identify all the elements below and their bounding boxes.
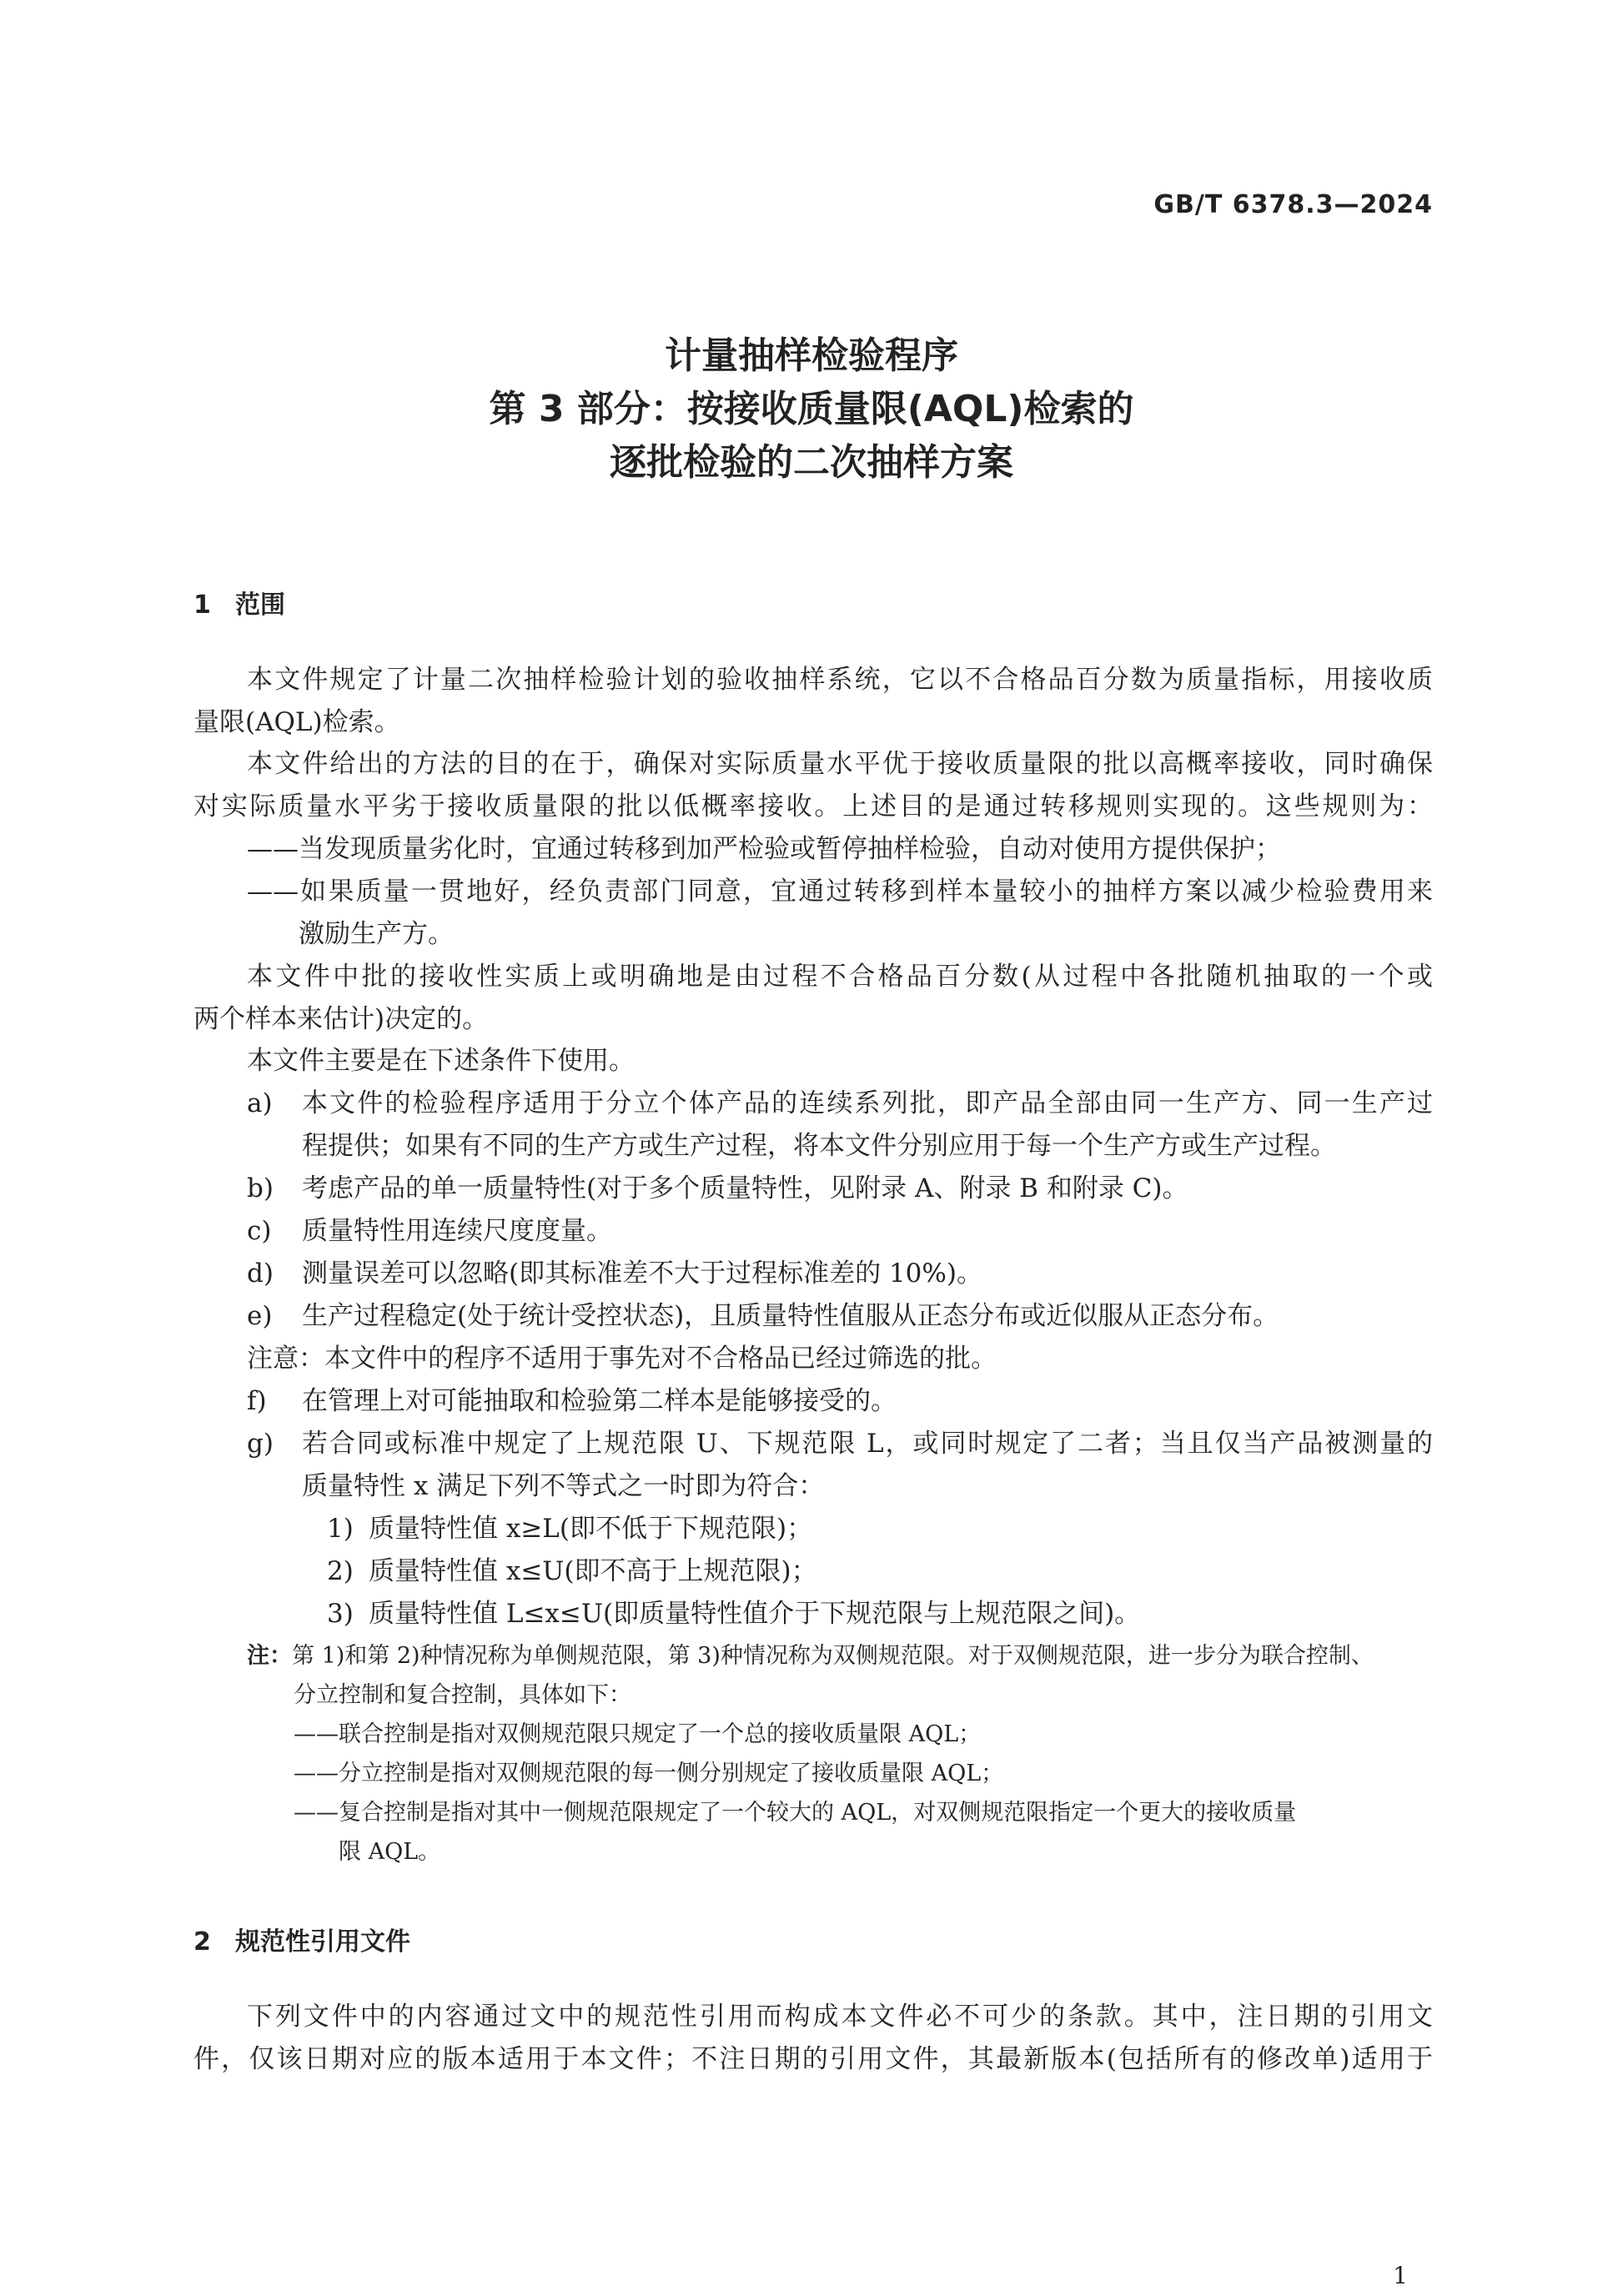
sublist-item-2: 质量特性值 x≤U(即不高于上规范限)；	[369, 1556, 817, 1586]
list-item-a-line-1: 本文件的检验程序适用于分立个体产品的连续系列批，即产品全部由同一生产方、同一生产过	[302, 1088, 1433, 1118]
sec1-dash-item-2-line-2: 激励生产方。	[299, 919, 454, 949]
title-line-3: 逐批检验的二次抽样方案	[610, 441, 1013, 484]
sec2-p1-line-2: 件，仅该日期对应的版本适用于本文件；不注日期的引用文件，其最新版本(包括所有的修改单)适用于	[193, 2044, 1433, 2074]
list-item-g-line-1: 若合同或标准中规定了上规范限 U、下规范限 L，或同时规定了二者；当且仅当产品被测量的	[302, 1429, 1433, 1459]
section-2-number: 2	[193, 1927, 211, 1957]
list-item-a-line-2: 程提供；如果有不同的生产方或生产过程，将本文件分别应用于每一个生产方或生产过程。	[302, 1131, 1336, 1161]
section-1-number: 1	[193, 590, 211, 620]
sec1-p4: 本文件主要是在下述条件下使用。	[247, 1046, 635, 1076]
note-dash-item-3-line-1: ——复合控制是指对其中一侧规范限规定了一个较大的 AQL，对双侧规范限指定一个更大的接收质量	[294, 1800, 1297, 1826]
sec1-p1-line-1: 本文件规定了计量二次抽样检验计划的验收抽样系统，它以不合格品百分数为质量指标，用接收质	[247, 665, 1433, 695]
standard-code: GB/T 6378.3—2024	[1153, 190, 1433, 219]
sec1-dash-item-2-line-1: ——如果质量一贯地好，经负责部门同意，宜通过转移到样本量较小的抽样方案以减少检验费用来	[247, 877, 1433, 907]
section-2-title: 规范性引用文件	[235, 1927, 410, 1957]
section-2-heading	[193, 1921, 410, 1957]
page-number: 1	[1393, 2262, 1408, 2289]
list-label-c: c)	[247, 1216, 272, 1246]
sec1-p3-line-2: 两个样本来估计)决定的。	[193, 1004, 489, 1034]
sec1-dash-item-1: ——当发现质量劣化时，宜通过转移到加严检验或暂停抽样检验，自动对使用方提供保护；	[247, 834, 1281, 864]
note-dash-item-3-line-2: 限 AQL。	[339, 1839, 441, 1865]
sec1-p3-line-1: 本文件中批的接收性实质上或明确地是由过程不合格品百分数(从过程中各批随机抽取的一个或	[247, 962, 1433, 992]
list-label-b: b)	[247, 1173, 274, 1203]
list-label-g: g)	[247, 1429, 274, 1459]
list-item-d: 测量误差可以忽略(即其标准差不大于过程标准差的 10%)。	[302, 1259, 982, 1289]
title-line-2: 第 3 部分：按接收质量限(AQL)检索的	[489, 388, 1134, 430]
sec1-p2-line-1: 本文件给出的方法的目的在于，确保对实际质量水平优于接收质量限的批以高概率接收，同时确保	[247, 749, 1433, 779]
sublist-item-3: 质量特性值 L≤x≤U(即质量特性值介于下规范限与上规范限之间)。	[369, 1599, 1141, 1629]
sublist-label-1: 1)	[327, 1514, 354, 1544]
sec1-p2-line-2: 对实际质量水平劣于接收质量限的批以低概率接收。上述目的是通过转移规则实现的。这些规则为：	[193, 791, 1433, 821]
list-label-f: f)	[247, 1386, 267, 1416]
list-item-b: 考虑产品的单一质量特性(对于多个质量特性，见附录 A、附录 B 和附录 C)。	[302, 1173, 1188, 1203]
list-item-c: 质量特性用连续尺度度量。	[302, 1216, 612, 1246]
sublist-label-2: 2)	[327, 1556, 354, 1586]
note-block-line-1	[247, 1641, 1374, 1671]
note-label: 注：	[247, 1643, 292, 1669]
list-label-a: a)	[247, 1088, 273, 1118]
list-item-f: 在管理上对可能抽取和检验第二样本是能够接受的。	[302, 1386, 897, 1416]
section-1-heading	[193, 584, 285, 620]
note-dash-item-1: ——联合控制是指对双侧规范限只规定了一个总的接收质量限 AQL；	[294, 1721, 982, 1747]
sublist-item-1: 质量特性值 x≥L(即不低于下规范限)；	[369, 1514, 813, 1544]
sublist-label-3: 3)	[327, 1599, 354, 1629]
section-1-title: 范围	[235, 590, 285, 620]
inline-note: 注意：本文件中的程序不适用于事先对不合格品已经过筛选的批。	[247, 1344, 997, 1374]
document-title	[0, 329, 1623, 490]
note-text-line-2: 分立控制和复合控制，具体如下：	[294, 1682, 631, 1708]
sec1-p1-line-2: 量限(AQL)检索。	[193, 707, 400, 737]
list-item-e: 生产过程稳定(处于统计受控状态)，且质量特性值服从正态分布或近似服从正态分布。	[302, 1301, 1279, 1331]
list-label-d: d)	[247, 1259, 274, 1289]
title-line-1: 计量抽样检验程序	[665, 334, 958, 377]
list-item-g-line-2: 质量特性 x 满足下列不等式之一时即为符合：	[302, 1471, 825, 1501]
list-label-e: e)	[247, 1301, 273, 1331]
note-dash-item-2: ——分立控制是指对双侧规范限的每一侧分别规定了接收质量限 AQL；	[294, 1761, 1004, 1786]
sec2-p1-line-1: 下列文件中的内容通过文中的规范性引用而构成本文件必不可少的条款。其中，注日期的引用文	[247, 2002, 1433, 2032]
note-text-line-1: 第 1)和第 2)种情况称为单侧规范限，第 3)种情况称为双侧规范限。对于双侧规范限，进一步分为联合控制、	[292, 1643, 1374, 1669]
